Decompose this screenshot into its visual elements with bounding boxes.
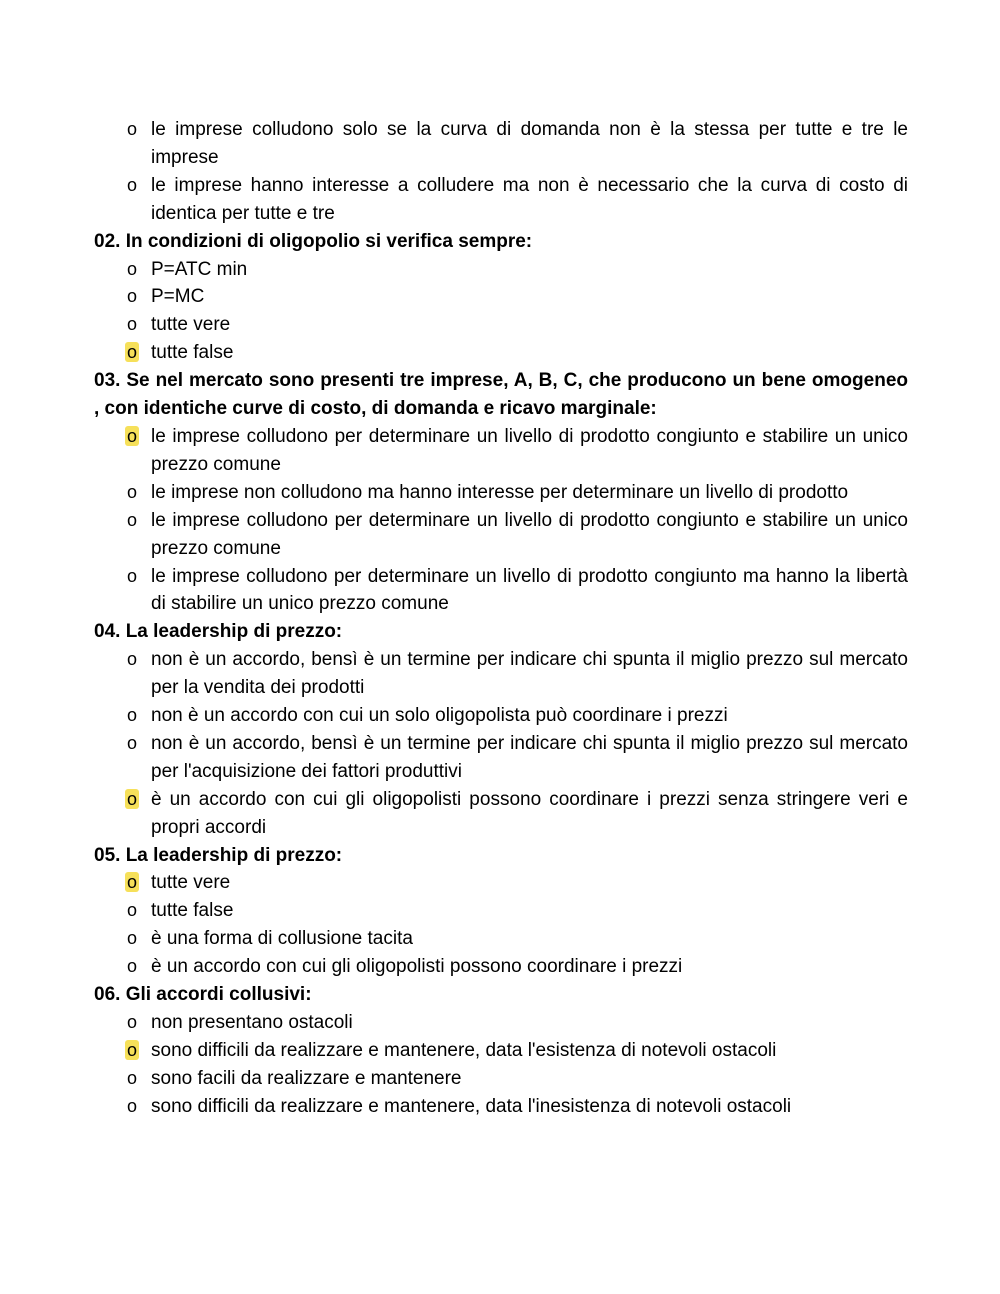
bullet-glyph: o bbox=[126, 928, 137, 949]
bullet-glyph: o bbox=[126, 732, 137, 753]
answer-option bbox=[94, 730, 908, 786]
highlighted-bullet-icon bbox=[123, 1037, 141, 1065]
bullet-glyph: o bbox=[126, 258, 137, 279]
bullet-glyph: o bbox=[126, 565, 137, 586]
option-text: non è un accordo, bensì è un termine per indicare chi spunta il miglio prezzo sul mercato per l'acquisizione dei fattori produttivi bbox=[151, 732, 908, 782]
option-text: le imprese colludono per determinare un livello di prodotto congiunto e stabilire un unico prezzo comune bbox=[151, 509, 908, 559]
bullet-glyph: o bbox=[126, 1067, 137, 1088]
hollow-circle-bullet-icon bbox=[123, 730, 141, 758]
highlighted-bullet-icon bbox=[123, 423, 141, 451]
quiz-document bbox=[94, 116, 908, 1121]
bullet-glyph: o bbox=[126, 119, 137, 139]
answer-option bbox=[94, 1093, 908, 1121]
answer-option bbox=[94, 479, 908, 507]
hollow-circle-bullet-icon bbox=[123, 897, 141, 925]
answer-option-marked bbox=[94, 786, 908, 842]
option-text: tutte false bbox=[151, 900, 234, 922]
option-text: le imprese hanno interesse a colludere ma non è necessario che la curva di costo di identica per tutte e tre bbox=[151, 174, 908, 224]
hollow-circle-bullet-icon bbox=[123, 283, 141, 311]
bullet-glyph: o bbox=[126, 314, 137, 335]
question-list bbox=[94, 228, 908, 1121]
answer-option bbox=[94, 897, 908, 925]
option-text: tutte false bbox=[151, 342, 234, 364]
bullet-glyph: o bbox=[126, 174, 137, 195]
option-text: le imprese colludono solo se la curva di domanda non è la stessa per tutte e tre le imprese bbox=[151, 119, 908, 168]
bullet-glyph: o bbox=[126, 286, 137, 307]
bullet-glyph: o bbox=[126, 425, 137, 446]
question-title: 03. Se nel mercato sono presenti tre imprese, A, B, C, che producono un bene omogeneo , con identiche curve di costo, di domanda e ricavo marginale: bbox=[94, 370, 908, 420]
answer-option bbox=[94, 953, 908, 981]
answer-option bbox=[94, 563, 908, 619]
answer-option bbox=[94, 646, 908, 702]
bullet-glyph: o bbox=[126, 900, 137, 921]
answer-option-marked bbox=[94, 1037, 908, 1065]
answer-option bbox=[94, 116, 908, 172]
option-text: tutte vere bbox=[151, 314, 231, 336]
intro-option-list bbox=[94, 116, 908, 228]
answer-option bbox=[94, 256, 908, 284]
bullet-glyph: o bbox=[126, 481, 137, 502]
option-text: tutte vere bbox=[151, 872, 231, 894]
bullet-glyph: o bbox=[126, 705, 137, 726]
hollow-circle-bullet-icon bbox=[123, 479, 141, 507]
bullet-glyph: o bbox=[126, 509, 137, 530]
hollow-circle-bullet-icon bbox=[123, 1065, 141, 1093]
option-text: è un accordo con cui gli oligopolisti possono coordinare i prezzi senza stringere veri e propri accordi bbox=[151, 788, 908, 838]
option-text: P=ATC min bbox=[151, 258, 248, 280]
hollow-circle-bullet-icon bbox=[123, 507, 141, 535]
hollow-circle-bullet-icon bbox=[123, 702, 141, 730]
hollow-circle-bullet-icon bbox=[123, 563, 141, 591]
bullet-glyph: o bbox=[126, 649, 137, 670]
bullet-glyph: o bbox=[126, 1012, 137, 1032]
option-text: le imprese non colludono ma hanno interesse per determinare un livello di prodotto bbox=[151, 481, 849, 503]
answer-option bbox=[94, 283, 908, 311]
hollow-circle-bullet-icon bbox=[123, 311, 141, 339]
option-text: le imprese colludono per determinare un livello di prodotto congiunto ma hanno la libertà di stabilire un unico prezzo comune bbox=[151, 565, 908, 615]
option-text: è un accordo con cui gli oligopolisti possono coordinare i prezzi bbox=[151, 956, 683, 978]
option-text: sono facili da realizzare e mantenere bbox=[151, 1067, 462, 1089]
hollow-circle-bullet-icon bbox=[123, 646, 141, 674]
option-text: non è un accordo con cui un solo oligopolista può coordinare i prezzi bbox=[151, 705, 728, 727]
question-title: 04. La leadership di prezzo: bbox=[94, 621, 343, 643]
answer-option bbox=[94, 702, 908, 730]
bullet-glyph: o bbox=[126, 788, 137, 809]
bullet-glyph: o bbox=[126, 956, 137, 977]
option-text: non è un accordo, bensì è un termine per indicare chi spunta il miglio prezzo sul mercato per la vendita dei prodotti bbox=[151, 649, 908, 699]
bullet-glyph: o bbox=[126, 1039, 137, 1060]
option-text: sono difficili da realizzare e mantenere, data l'inesistenza di notevoli ostacoli bbox=[151, 1095, 792, 1117]
option-text: P=MC bbox=[151, 286, 205, 308]
question-title: 06. Gli accordi collusivi: bbox=[94, 984, 312, 1006]
highlighted-bullet-icon bbox=[123, 339, 141, 367]
answer-option bbox=[94, 311, 908, 339]
bullet-glyph: o bbox=[126, 872, 137, 893]
option-text: le imprese colludono per determinare un livello di prodotto congiunto e stabilire un unico prezzo comune bbox=[151, 425, 908, 475]
bullet-glyph: o bbox=[126, 1095, 137, 1116]
hollow-circle-bullet-icon bbox=[123, 256, 141, 284]
hollow-circle-bullet-icon bbox=[123, 172, 141, 200]
option-text: sono difficili da realizzare e mantenere, data l'esistenza di notevoli ostacoli bbox=[151, 1039, 777, 1061]
highlighted-bullet-icon bbox=[123, 869, 141, 897]
hollow-circle-bullet-icon bbox=[123, 1093, 141, 1121]
answer-option-marked bbox=[94, 339, 908, 367]
hollow-circle-bullet-icon bbox=[123, 925, 141, 953]
answer-option bbox=[94, 172, 908, 228]
highlighted-bullet-icon bbox=[123, 786, 141, 814]
answer-option-marked bbox=[94, 423, 908, 479]
hollow-circle-bullet-icon bbox=[123, 116, 141, 144]
option-text: non presentano ostacoli bbox=[151, 1012, 353, 1033]
question-title: 05. La leadership di prezzo: bbox=[94, 844, 343, 866]
answer-option bbox=[94, 1065, 908, 1093]
answer-option bbox=[94, 1009, 908, 1037]
bullet-glyph: o bbox=[126, 342, 137, 363]
question-block bbox=[94, 618, 908, 841]
hollow-circle-bullet-icon bbox=[123, 1009, 141, 1037]
hollow-circle-bullet-icon bbox=[123, 953, 141, 981]
question-block bbox=[94, 228, 908, 368]
answer-option bbox=[94, 507, 908, 563]
answer-option-marked bbox=[94, 869, 908, 897]
question-block bbox=[94, 842, 908, 982]
option-text: è una forma di collusione tacita bbox=[151, 928, 413, 950]
question-title: 02. In condizioni di oligopolio si verifica sempre: bbox=[94, 230, 533, 252]
question-block bbox=[94, 367, 908, 618]
answer-option bbox=[94, 925, 908, 953]
question-block bbox=[94, 981, 908, 1121]
